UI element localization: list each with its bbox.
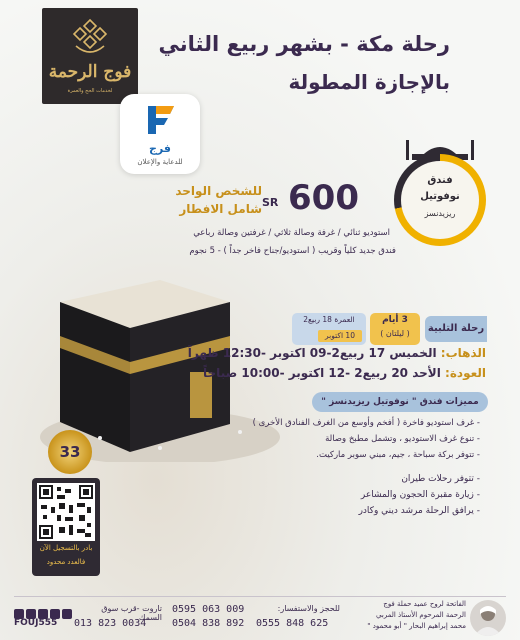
ornament-icon [66,18,114,58]
years-medal: 33 [48,430,92,474]
ad-agency-name: فرج [149,142,171,155]
ad-agency-tagline: للدعاية والإعلان [137,158,183,166]
umrah-gregorian-date: 10 اكتوبر [318,330,362,342]
feature-item: - غرف استوديو فاخرة ( أفخم وأوسع من الغرف الفنادق الأخرى ) [252,418,480,428]
footer-phone-2[interactable]: 0504 838 892 [172,618,245,629]
hotel-description: فندق جديد كلياً وقريب ( استوديو/جناح فاخر جداً ) - 5 نجوم [189,246,396,256]
qr-caption-line2: فالعدد محدود [46,558,86,566]
footer-phone-1[interactable]: 0595 063 009 [172,604,245,615]
hotel-name: نوفوتيل [420,191,460,202]
person-icon [470,600,506,636]
departure-row [188,346,486,360]
room-types: استوديو ثنائي / غرفة وصالة ثلاثي / غرفتين وصالة رباعي [193,228,390,238]
departure-text: الخميس 17 ربيع2-09 اكتوبر -12:30 ظهراً [187,346,437,360]
departure-label: الذهاب: [440,346,486,360]
social-handle[interactable]: FOUJ555 [14,618,58,628]
extra-item: - زيارة مقبرة الحجون والمشاعر [360,490,480,500]
duration-nights: ( ليلتان ) [380,329,410,338]
qr-caption-line1: بادر بالتسجيل الآن [39,544,93,552]
page-title: رحلة مكة - بشهر ربيع الثاني [158,32,450,56]
duration-badge [370,313,420,345]
logo-tagline: لخدمات الحج والعمرة [67,88,113,94]
founder-dedication-3: محمد إبراهيم البحار " أبو محمود " [367,622,466,630]
hotel-label: فندق [427,175,453,186]
footer-phone-3[interactable]: 0555 848 625 [256,618,329,629]
extra-item: - يرافق الرحلة مرشد ديني وكادر [358,506,480,516]
trip-name-badge: رحلة التلبية [425,316,487,342]
umrah-date-badge [292,313,366,345]
brand-logo [42,8,138,104]
hotel-name-suffix: ريزيدنسز [424,209,456,218]
footer-address: تاروت -قرب سوق السمك [101,604,162,622]
feature-item: - تتوفر بركة سباحة ، جيم، مبني سوبر ماركيت. [316,450,480,460]
hotel-badge [394,154,486,246]
price-amount: 600 [288,178,359,218]
feature-item: - تنوع غرف الاستوديو ، وتشمل مطبخ وصالة [325,434,480,444]
founder-avatar [470,600,506,636]
founder-dedication-1: الفاتحة لروح عميد حملة فوج [383,600,466,608]
facebook-icon[interactable] [62,609,72,619]
extra-item: - تتوفر رحلات طيران [401,474,480,484]
price-per-person: للشخص الواحد [175,184,262,198]
return-text: الأحد 20 ربيع2 -12 اكتوبر -10:00 صباحاً [203,366,441,380]
features-title: مميزات فندق " نوفوتيل ريزيدنسز " [312,392,488,412]
umrah-hijri-date: العمرة 18 ربيع2 [303,315,355,324]
qr-code-icon[interactable] [37,483,95,541]
logo-name: فوج الرحمة [48,62,132,82]
footer-divider [14,596,506,597]
price-breakfast: شامل الافطار [179,202,262,216]
footer-landline[interactable]: 013 823 0034 [74,618,147,629]
duration-days: 3 أيام [382,315,408,325]
price-currency: SR [262,196,279,209]
faraj-logo-icon [142,102,178,138]
founder-dedication-2: الرحمة المرحوم الأستاذ المربي [376,611,466,619]
ad-agency-badge [120,94,200,174]
return-label: العودة: [445,366,486,380]
qr-panel [32,478,100,576]
return-row [203,366,486,380]
page-subtitle: بالإجازة المطولة [288,70,450,94]
footer-booking-label: للحجز والاستفسار: [277,604,340,613]
